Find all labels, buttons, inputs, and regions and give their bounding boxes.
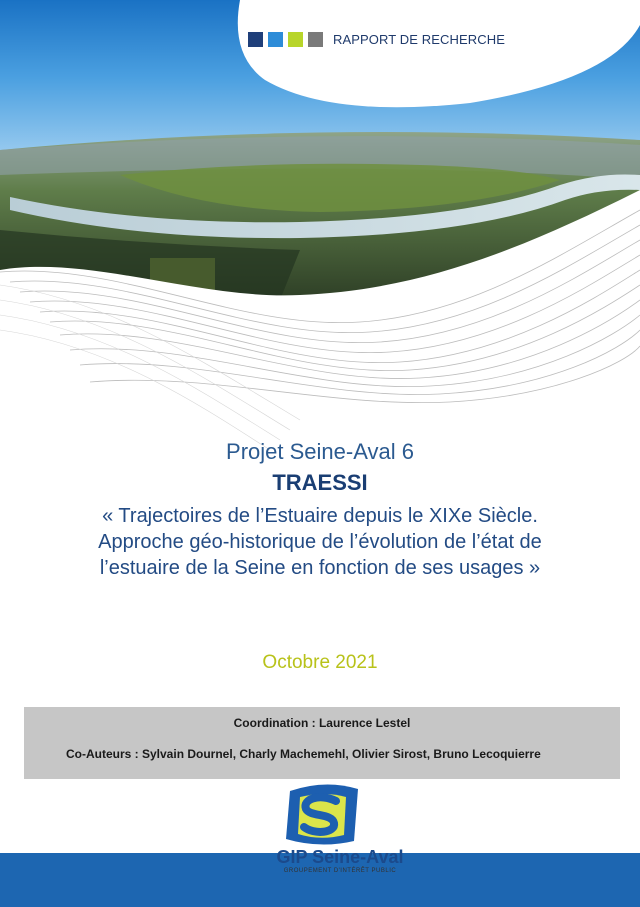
- subtitle-line: « Trajectoires de l’Estuaire depuis le XIXe Siècle.: [102, 505, 538, 527]
- square-icon-dark-blue: [248, 32, 263, 47]
- gip-seine-aval-logo: [240, 779, 440, 907]
- subtitle-line: l’estuaire de la Seine en fonction de ses usages »: [99, 557, 541, 579]
- logo-tagline: GROUPEMENT D'INTÉRÊT PUBLIC: [283, 868, 397, 874]
- coordination-line: Coordination : Laurence Lestel: [233, 716, 411, 730]
- report-type-label: RAPPORT DE RECHERCHE: [333, 32, 505, 47]
- square-icon-grey: [308, 32, 323, 47]
- title-block: [0, 438, 640, 581]
- coauthors-line: Co-Auteurs : Sylvain Dournel, Charly Machemehl, Olivier Sirost, Bruno Lecoquierre: [66, 747, 541, 761]
- credits-box: [24, 707, 620, 779]
- publication-date: Octobre 2021: [262, 652, 378, 673]
- project-acronym: TRAESSI: [272, 470, 368, 495]
- report-type-badge: [248, 32, 505, 47]
- square-icon-lime: [288, 32, 303, 47]
- report-subtitle: [40, 503, 600, 581]
- logo-name: GIP Seine-Aval: [276, 847, 404, 867]
- subtitle-line: Approche géo-historique de l’évolution de l’état de: [98, 531, 542, 553]
- gip-seine-aval-logo-icon: [240, 779, 440, 849]
- square-icon-light-blue: [268, 32, 283, 47]
- project-title: Projet Seine-Aval 6: [226, 439, 414, 464]
